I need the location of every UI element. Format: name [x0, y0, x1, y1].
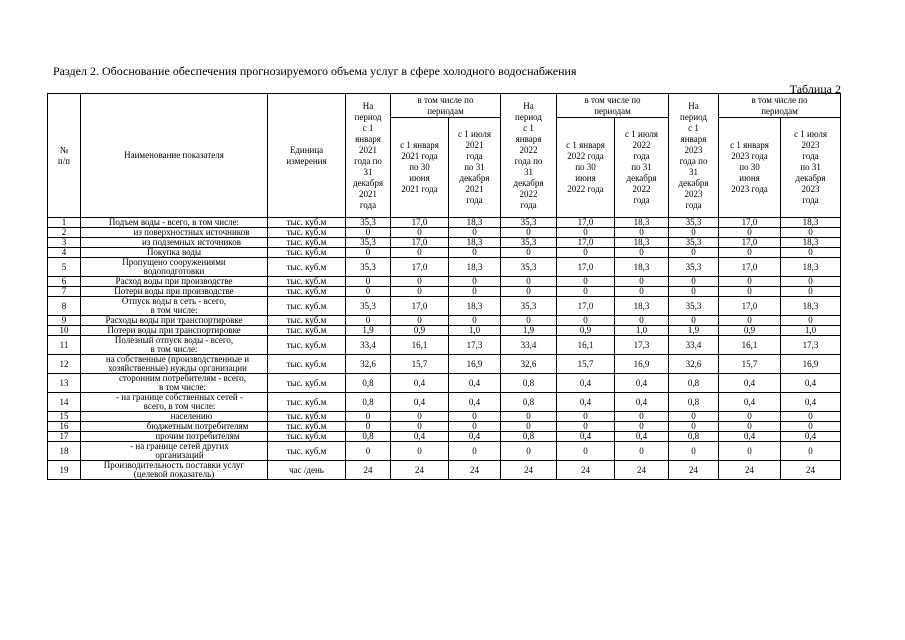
table-row: [48, 258, 841, 277]
indicator-name: из подземных источников: [81, 238, 268, 248]
value-2022-total: 0: [501, 316, 557, 326]
value-2021-h1: 0: [391, 277, 449, 287]
value-2023-total: 0,8: [669, 432, 719, 442]
value-2022-total: 35,3: [501, 218, 557, 228]
value-2023-h2: 0: [781, 248, 841, 258]
value-2022-h1: 17,0: [557, 218, 615, 228]
table-row: [48, 432, 841, 442]
value-2023-h2: 0: [781, 442, 841, 461]
value-2023-total: 32,6: [669, 355, 719, 374]
value-2023-h1: 0,4: [719, 393, 781, 412]
value-2021-h1: 17,0: [391, 238, 449, 248]
value-2021-total: 35,3: [346, 297, 391, 316]
value-2021-h2: 1,0: [449, 326, 501, 336]
value-2022-h2: 0: [615, 228, 669, 238]
value-2022-h1: 0,9: [557, 326, 615, 336]
value-2022-total: 0: [501, 277, 557, 287]
value-2021-h2: 0,4: [449, 432, 501, 442]
value-2023-h1: 0,4: [719, 432, 781, 442]
value-2022-h1: 15,7: [557, 355, 615, 374]
value-2022-h1: 0: [557, 316, 615, 326]
header-period-2021-incl: в том числе по периодам: [391, 94, 501, 118]
value-2022-h1: 0: [557, 442, 615, 461]
value-2023-h1: 0: [719, 412, 781, 422]
value-2023-total: 35,3: [669, 238, 719, 248]
value-2023-h1: 0: [719, 228, 781, 238]
value-2022-h1: 0: [557, 277, 615, 287]
indicator-name: на собственные (производственные и хозяйственные) нужды организации: [81, 355, 268, 374]
value-2021-h1: 17,0: [391, 297, 449, 316]
value-2023-h1: 17,0: [719, 238, 781, 248]
value-2021-h2: 18,3: [449, 218, 501, 228]
table-row: [48, 442, 841, 461]
indicator-name: Подъем воды - всего, в том числе:: [81, 218, 268, 228]
row-number: 11: [48, 336, 81, 355]
value-2021-h2: 0: [449, 442, 501, 461]
value-2022-h2: 0: [615, 316, 669, 326]
value-2021-h2: 0: [449, 228, 501, 238]
unit-cell: тыс. куб.м: [268, 287, 346, 297]
value-2022-h2: 18,3: [615, 297, 669, 316]
value-2021-h1: 0,4: [391, 432, 449, 442]
value-2021-h1: 15,7: [391, 355, 449, 374]
indicator-name: Полезный отпуск воды - всего, в том числе:: [81, 336, 268, 355]
value-2021-h2: 0: [449, 422, 501, 432]
value-2021-h2: 0: [449, 277, 501, 287]
value-2021-total: 32,6: [346, 355, 391, 374]
value-2022-total: 1,9: [501, 326, 557, 336]
value-2021-h2: 18,3: [449, 297, 501, 316]
value-2022-h2: 0: [615, 442, 669, 461]
section-title: Раздел 2. Обоснование обеспечения прогнозируемого объема услуг в сфере холодного водоснабжения: [53, 64, 577, 78]
indicator-name: прочим потребителям: [81, 432, 268, 442]
header-2022-h2: с 1 июля 2022 года по 31 декабря 2022 года: [615, 118, 669, 218]
value-2022-total: 35,3: [501, 238, 557, 248]
value-2022-h1: 17,0: [557, 238, 615, 248]
table-row: [48, 297, 841, 316]
unit-cell: тыс. куб.м: [268, 355, 346, 374]
value-2023-h2: 0,4: [781, 374, 841, 393]
header-name: Наименование показателя: [81, 94, 268, 218]
value-2022-total: 0: [501, 412, 557, 422]
value-2023-h2: 0: [781, 287, 841, 297]
value-2021-h2: 0: [449, 248, 501, 258]
value-2021-h2: 0: [449, 316, 501, 326]
value-2021-h1: 0: [391, 287, 449, 297]
value-2022-h1: 0,4: [557, 374, 615, 393]
row-number: 13: [48, 374, 81, 393]
row-number: 15: [48, 412, 81, 422]
table-body: [48, 218, 841, 480]
table-row: [48, 412, 841, 422]
unit-cell: тыс. куб.м: [268, 393, 346, 412]
header-period-2023-incl: в том числе по периодам: [719, 94, 841, 118]
value-2023-h1: 17,0: [719, 218, 781, 228]
value-2021-total: 24: [346, 461, 391, 480]
value-2022-h1: 0,4: [557, 393, 615, 412]
table-row: [48, 316, 841, 326]
unit-cell: тыс. куб.м: [268, 277, 346, 287]
value-2023-h1: 0: [719, 277, 781, 287]
value-2023-total: 0: [669, 277, 719, 287]
row-number: 12: [48, 355, 81, 374]
value-2021-h2: 0: [449, 412, 501, 422]
value-2023-h1: 0: [719, 248, 781, 258]
table-row: [48, 238, 841, 248]
unit-cell: час /день: [268, 461, 346, 480]
value-2022-h1: 24: [557, 461, 615, 480]
unit-cell: тыс. куб.м: [268, 218, 346, 228]
value-2023-h1: 0,9: [719, 326, 781, 336]
header-num: № п/п: [48, 94, 81, 218]
value-2022-total: 0,8: [501, 393, 557, 412]
value-2023-total: 35,3: [669, 258, 719, 277]
table-number: Таблица 2: [789, 82, 841, 96]
value-2021-h2: 17,3: [449, 336, 501, 355]
row-number: 7: [48, 287, 81, 297]
value-2021-h1: 0: [391, 228, 449, 238]
indicator-name: Расход воды при производстве: [81, 277, 268, 287]
row-number: 4: [48, 248, 81, 258]
value-2022-h2: 24: [615, 461, 669, 480]
unit-cell: тыс. куб.м: [268, 422, 346, 432]
row-number: 2: [48, 228, 81, 238]
value-2021-h2: 0: [449, 287, 501, 297]
value-2022-h2: 0: [615, 287, 669, 297]
unit-cell: тыс. куб.м: [268, 248, 346, 258]
table-row: [48, 218, 841, 228]
header-period-2023-total: На период с 1 января 2023 года по 31 декабря 2023 года: [669, 94, 719, 218]
value-2023-h1: 0: [719, 316, 781, 326]
value-2022-total: 35,3: [501, 258, 557, 277]
row-number: 16: [48, 422, 81, 432]
table-row: [48, 393, 841, 412]
row-number: 17: [48, 432, 81, 442]
indicator-name: Потери воды при производстве: [81, 287, 268, 297]
unit-cell: тыс. куб.м: [268, 316, 346, 326]
unit-cell: тыс. куб.м: [268, 442, 346, 461]
unit-cell: тыс. куб.м: [268, 228, 346, 238]
indicator-name: населению: [81, 412, 268, 422]
value-2023-total: 24: [669, 461, 719, 480]
value-2023-h2: 17,3: [781, 336, 841, 355]
value-2023-total: 0,8: [669, 393, 719, 412]
value-2023-h2: 18,3: [781, 218, 841, 228]
value-2022-h1: 0: [557, 228, 615, 238]
value-2023-h1: 15,7: [719, 355, 781, 374]
table-row: [48, 248, 841, 258]
header-2021-h2: с 1 июля 2021 года по 31 декабря 2021 года: [449, 118, 501, 218]
value-2022-total: 0: [501, 287, 557, 297]
value-2022-h2: 17,3: [615, 336, 669, 355]
value-2022-total: 33,4: [501, 336, 557, 355]
value-2023-total: 35,3: [669, 218, 719, 228]
unit-cell: тыс. куб.м: [268, 374, 346, 393]
value-2021-total: 0: [346, 422, 391, 432]
table-row: [48, 461, 841, 480]
value-2022-total: 0: [501, 248, 557, 258]
value-2023-h2: 16,9: [781, 355, 841, 374]
value-2023-h2: 0: [781, 277, 841, 287]
value-2023-h2: 18,3: [781, 258, 841, 277]
unit-cell: тыс. куб.м: [268, 326, 346, 336]
value-2022-total: 0: [501, 442, 557, 461]
header-2023-h2: с 1 июля 2023 года по 31 декабря 2023 года: [781, 118, 841, 218]
value-2021-total: 0: [346, 316, 391, 326]
value-2022-h2: 1,0: [615, 326, 669, 336]
value-2022-h2: 0,4: [615, 374, 669, 393]
value-2021-total: 0: [346, 228, 391, 238]
value-2023-h1: 0,4: [719, 374, 781, 393]
value-2023-h1: 17,0: [719, 258, 781, 277]
value-2021-h2: 16,9: [449, 355, 501, 374]
value-2021-total: 0: [346, 442, 391, 461]
header-period-2022-incl: в том числе по периодам: [557, 94, 669, 118]
value-2023-h1: 17,0: [719, 297, 781, 316]
value-2023-total: 1,9: [669, 326, 719, 336]
value-2022-total: 24: [501, 461, 557, 480]
value-2023-total: 0: [669, 228, 719, 238]
table-row: [48, 374, 841, 393]
value-2021-total: 0: [346, 248, 391, 258]
unit-cell: тыс. куб.м: [268, 258, 346, 277]
value-2021-total: 35,3: [346, 238, 391, 248]
value-2021-h1: 0,4: [391, 374, 449, 393]
indicators-table: [47, 93, 841, 480]
value-2023-total: 0: [669, 248, 719, 258]
value-2023-h2: 0,4: [781, 393, 841, 412]
header-unit: Единица измерения: [268, 94, 346, 218]
value-2022-h2: 0,4: [615, 432, 669, 442]
indicator-name: - на границе собственных сетей - всего, в том числе:: [81, 393, 268, 412]
value-2021-h1: 16,1: [391, 336, 449, 355]
value-2021-h1: 0,4: [391, 393, 449, 412]
value-2021-h1: 17,0: [391, 218, 449, 228]
row-number: 6: [48, 277, 81, 287]
value-2021-h2: 0,4: [449, 374, 501, 393]
indicator-name: Потери воды при транспортировке: [81, 326, 268, 336]
value-2023-total: 35,3: [669, 297, 719, 316]
indicator-name: Отпуск воды в сеть - всего, в том числе:: [81, 297, 268, 316]
unit-cell: тыс. куб.м: [268, 412, 346, 422]
row-number: 5: [48, 258, 81, 277]
value-2021-h2: 18,3: [449, 238, 501, 248]
value-2022-h2: 0,4: [615, 393, 669, 412]
value-2021-h1: 17,0: [391, 258, 449, 277]
value-2022-h2: 0: [615, 248, 669, 258]
row-number: 14: [48, 393, 81, 412]
value-2023-h1: 16,1: [719, 336, 781, 355]
value-2023-h2: 18,3: [781, 297, 841, 316]
row-number: 3: [48, 238, 81, 248]
table-row: [48, 228, 841, 238]
value-2022-h1: 0,4: [557, 432, 615, 442]
row-number: 10: [48, 326, 81, 336]
value-2022-h2: 18,3: [615, 238, 669, 248]
value-2021-total: 0: [346, 287, 391, 297]
value-2022-h1: 0: [557, 248, 615, 258]
value-2023-h2: 18,3: [781, 238, 841, 248]
value-2022-h2: 0: [615, 277, 669, 287]
value-2022-h1: 0: [557, 412, 615, 422]
value-2023-h2: 0: [781, 412, 841, 422]
value-2021-h1: 0: [391, 248, 449, 258]
value-2022-h1: 17,0: [557, 297, 615, 316]
value-2022-total: 0,8: [501, 374, 557, 393]
header-period-2022-total: На период с 1 января 2022 года по 31 декабря 2022 года: [501, 94, 557, 218]
row-number: 8: [48, 297, 81, 316]
value-2022-h1: 17,0: [557, 258, 615, 277]
value-2023-h2: 0,4: [781, 432, 841, 442]
value-2021-h1: 0: [391, 412, 449, 422]
table-row: [48, 422, 841, 432]
value-2023-total: 0: [669, 287, 719, 297]
indicator-name: сторонним потребителям - всего, в том числе:: [81, 374, 268, 393]
indicator-name: Производительность поставки услуг (целевой показатель): [81, 461, 268, 480]
unit-cell: тыс. куб.м: [268, 432, 346, 442]
value-2023-total: 33,4: [669, 336, 719, 355]
value-2023-h1: 0: [719, 442, 781, 461]
value-2021-h1: 0,9: [391, 326, 449, 336]
value-2023-h2: 0: [781, 316, 841, 326]
value-2022-h1: 0: [557, 287, 615, 297]
value-2022-total: 0: [501, 228, 557, 238]
indicator-name: из поверхностных источников: [81, 228, 268, 238]
value-2021-total: 0,8: [346, 393, 391, 412]
indicator-name: - на границе сетей других организаций: [81, 442, 268, 461]
indicator-name: бюджетным потребителям: [81, 422, 268, 432]
unit-cell: тыс. куб.м: [268, 336, 346, 355]
value-2022-h1: 0: [557, 422, 615, 432]
value-2023-h1: 0: [719, 287, 781, 297]
header-2023-h1: с 1 января 2023 года по 30 июня 2023 года: [719, 118, 781, 218]
value-2021-total: 0,8: [346, 432, 391, 442]
value-2022-h2: 18,3: [615, 258, 669, 277]
indicator-name: Покупка воды: [81, 248, 268, 258]
row-number: 1: [48, 218, 81, 228]
row-number: 19: [48, 461, 81, 480]
value-2021-h2: 18,3: [449, 258, 501, 277]
value-2021-h1: 0: [391, 422, 449, 432]
value-2023-h1: 0: [719, 422, 781, 432]
row-number: 18: [48, 442, 81, 461]
value-2021-total: 33,4: [346, 336, 391, 355]
value-2022-h1: 16,1: [557, 336, 615, 355]
value-2023-h2: 0: [781, 228, 841, 238]
value-2022-total: 35,3: [501, 297, 557, 316]
unit-cell: тыс. куб.м: [268, 297, 346, 316]
table-row: [48, 355, 841, 374]
value-2023-total: 0,8: [669, 374, 719, 393]
header-2021-h1: с 1 января 2021 года по 30 июня 2021 года: [391, 118, 449, 218]
value-2021-h2: 0,4: [449, 393, 501, 412]
header-period-2021-total: На период с 1 января 2021 года по 31 декабря 2021 года: [346, 94, 391, 218]
value-2021-total: 35,3: [346, 218, 391, 228]
value-2022-h2: 0: [615, 422, 669, 432]
value-2023-total: 0: [669, 412, 719, 422]
value-2023-h2: 1,0: [781, 326, 841, 336]
indicator-name: Расходы воды при транспортировке: [81, 316, 268, 326]
value-2023-h1: 24: [719, 461, 781, 480]
unit-cell: тыс. куб.м: [268, 238, 346, 248]
table-row: [48, 277, 841, 287]
value-2023-total: 0: [669, 442, 719, 461]
value-2022-total: 0,8: [501, 432, 557, 442]
table-row: [48, 336, 841, 355]
value-2022-total: 0: [501, 422, 557, 432]
value-2021-total: 35,3: [346, 258, 391, 277]
value-2021-h1: 0: [391, 316, 449, 326]
value-2023-h2: 24: [781, 461, 841, 480]
table-row: [48, 287, 841, 297]
header-2022-h1: с 1 января 2022 года по 30 июня 2022 года: [557, 118, 615, 218]
value-2023-h2: 0: [781, 422, 841, 432]
value-2021-h1: 24: [391, 461, 449, 480]
value-2021-total: 0: [346, 277, 391, 287]
value-2022-h2: 16,9: [615, 355, 669, 374]
value-2021-h2: 24: [449, 461, 501, 480]
row-number: 9: [48, 316, 81, 326]
value-2021-total: 0,8: [346, 374, 391, 393]
value-2022-total: 32,6: [501, 355, 557, 374]
indicator-name: Пропущено сооружениями водоподготовки: [81, 258, 268, 277]
value-2023-total: 0: [669, 316, 719, 326]
value-2021-h1: 0: [391, 442, 449, 461]
table-row: [48, 326, 841, 336]
value-2021-total: 0: [346, 412, 391, 422]
value-2022-h2: 18,3: [615, 218, 669, 228]
value-2021-total: 1,9: [346, 326, 391, 336]
value-2022-h2: 0: [615, 412, 669, 422]
value-2023-total: 0: [669, 422, 719, 432]
